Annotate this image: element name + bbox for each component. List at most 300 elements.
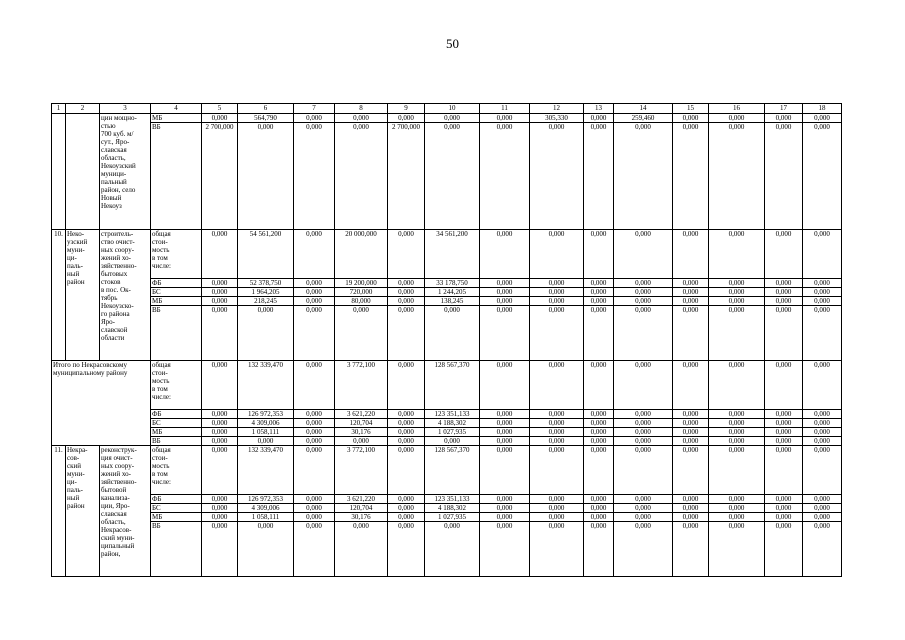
value-cell: 0,000 bbox=[803, 279, 842, 288]
value-cell: 3 621,220 bbox=[335, 410, 388, 419]
municipality-line: ский bbox=[67, 462, 81, 470]
value-cell: 1 244,205 bbox=[425, 288, 480, 297]
value-cell: 0,000 bbox=[202, 361, 238, 410]
value-cell: 0,000 bbox=[480, 123, 530, 230]
value-cell: 0,000 bbox=[614, 230, 673, 279]
value-cell: 0,000 bbox=[388, 288, 425, 297]
value-cell: 0,000 bbox=[294, 230, 335, 279]
value-cell: 0,000 bbox=[614, 428, 673, 437]
funding-source-line: числе: bbox=[152, 262, 171, 270]
description-line: Некоузский bbox=[101, 162, 136, 170]
value-cell: 4 188,302 bbox=[425, 419, 480, 428]
description-line: ципальный bbox=[101, 542, 135, 550]
municipality-line: узский bbox=[67, 238, 88, 246]
funding-source: ФБ bbox=[151, 495, 202, 504]
value-cell: 0,000 bbox=[803, 306, 842, 361]
funding-source: БС bbox=[151, 504, 202, 513]
value-cell: 0,000 bbox=[765, 446, 803, 495]
value-cell: 0,000 bbox=[480, 361, 530, 410]
value-cell: 0,000 bbox=[530, 288, 584, 297]
description-line: 700 куб. м/ bbox=[101, 130, 134, 138]
row-number bbox=[52, 114, 66, 230]
column-number: 4 bbox=[151, 104, 202, 114]
value-cell: 0,000 bbox=[673, 288, 709, 297]
value-cell: 0,000 bbox=[765, 306, 803, 361]
value-cell: 0,000 bbox=[765, 297, 803, 306]
value-cell: 0,000 bbox=[335, 522, 388, 577]
funding-source: ФБ bbox=[151, 410, 202, 419]
value-cell: 0,000 bbox=[388, 437, 425, 446]
value-cell: 0,000 bbox=[803, 361, 842, 410]
column-number: 15 bbox=[673, 104, 709, 114]
section-title-line: Итого по Некрасовскому bbox=[53, 361, 127, 369]
value-cell: 123 351,133 bbox=[425, 495, 480, 504]
value-cell: 0,000 bbox=[388, 513, 425, 522]
value-cell: 0,000 bbox=[388, 114, 425, 123]
municipality-line: паль- bbox=[67, 486, 83, 494]
municipality-line: муни- bbox=[67, 470, 85, 478]
value-cell: 0,000 bbox=[803, 230, 842, 279]
value-cell: 0,000 bbox=[530, 361, 584, 410]
table-row bbox=[52, 495, 842, 504]
value-cell: 0,000 bbox=[614, 504, 673, 513]
description-line: славская bbox=[101, 510, 127, 518]
value-cell: 0,000 bbox=[335, 114, 388, 123]
value-cell: 1 964,205 bbox=[238, 288, 294, 297]
description-line: Некоузско- bbox=[101, 302, 134, 310]
description-line: ция очист- bbox=[101, 454, 133, 462]
table-row bbox=[52, 288, 842, 297]
municipality-line: Неко- bbox=[67, 230, 85, 238]
value-cell: 0,000 bbox=[614, 437, 673, 446]
value-cell: 0,000 bbox=[614, 279, 673, 288]
municipality-name bbox=[66, 114, 100, 230]
description-line: область, bbox=[101, 518, 126, 526]
table-row bbox=[52, 114, 842, 123]
description-line: бытовых bbox=[101, 270, 128, 278]
value-cell: 0,000 bbox=[294, 419, 335, 428]
value-cell: 0,000 bbox=[584, 522, 614, 577]
value-cell: 0,000 bbox=[765, 114, 803, 123]
funding-source-line: общая bbox=[152, 230, 171, 238]
value-cell: 0,000 bbox=[388, 428, 425, 437]
column-number: 11 bbox=[480, 104, 530, 114]
value-cell: 0,000 bbox=[425, 437, 480, 446]
table-row bbox=[52, 297, 842, 306]
value-cell: 0,000 bbox=[673, 495, 709, 504]
table-row bbox=[52, 279, 842, 288]
funding-source-line: в том bbox=[152, 254, 168, 262]
funding-source: ВБ bbox=[151, 437, 202, 446]
value-cell: 0,000 bbox=[202, 495, 238, 504]
funding-source-total bbox=[151, 230, 202, 279]
value-cell: 1 058,111 bbox=[238, 428, 294, 437]
value-cell: 20 000,000 bbox=[335, 230, 388, 279]
value-cell: 0,000 bbox=[614, 522, 673, 577]
description-line: славской bbox=[101, 326, 128, 334]
funding-source: МБ bbox=[151, 513, 202, 522]
value-cell: 0,000 bbox=[294, 306, 335, 361]
value-cell: 0,000 bbox=[425, 306, 480, 361]
value-cell: 0,000 bbox=[803, 522, 842, 577]
value-cell: 0,000 bbox=[202, 428, 238, 437]
value-cell: 0,000 bbox=[614, 306, 673, 361]
value-cell: 0,000 bbox=[530, 495, 584, 504]
value-cell: 0,000 bbox=[530, 306, 584, 361]
column-number: 14 bbox=[614, 104, 673, 114]
description-line: стоков bbox=[101, 278, 121, 286]
municipality-line: ци- bbox=[67, 254, 77, 262]
value-cell: 0,000 bbox=[202, 306, 238, 361]
value-cell: 128 567,370 bbox=[425, 361, 480, 410]
description-line: реконструк- bbox=[101, 446, 137, 454]
value-cell: 0,000 bbox=[294, 123, 335, 230]
value-cell: 0,000 bbox=[584, 123, 614, 230]
value-cell: 4 188,302 bbox=[425, 504, 480, 513]
value-cell: 0,000 bbox=[584, 288, 614, 297]
description-line: район, село bbox=[101, 186, 136, 194]
column-number: 2 bbox=[66, 104, 100, 114]
funding-source: ВБ bbox=[151, 522, 202, 577]
table-row bbox=[52, 504, 842, 513]
value-cell: 0,000 bbox=[530, 446, 584, 495]
description-line: ский муни- bbox=[101, 534, 135, 542]
table-row bbox=[52, 419, 842, 428]
description-line: Некоуз bbox=[101, 202, 122, 210]
value-cell: 132 339,470 bbox=[238, 361, 294, 410]
value-cell: 0,000 bbox=[673, 410, 709, 419]
value-cell: 0,000 bbox=[803, 297, 842, 306]
funding-source: ВБ bbox=[151, 123, 202, 230]
column-number: 6 bbox=[238, 104, 294, 114]
value-cell: 0,000 bbox=[803, 504, 842, 513]
value-cell: 0,000 bbox=[803, 437, 842, 446]
value-cell: 0,000 bbox=[765, 410, 803, 419]
value-cell: 0,000 bbox=[480, 114, 530, 123]
value-cell: 0,000 bbox=[480, 428, 530, 437]
funding-source: БС bbox=[151, 288, 202, 297]
page-number: 50 bbox=[446, 36, 459, 51]
description-line: Новый bbox=[101, 194, 122, 202]
value-cell: 0,000 bbox=[709, 446, 765, 495]
municipality-line: район bbox=[67, 502, 85, 510]
funding-source: МБ bbox=[151, 428, 202, 437]
value-cell: 0,000 bbox=[202, 230, 238, 279]
value-cell: 0,000 bbox=[709, 306, 765, 361]
funding-source-line: стои- bbox=[152, 238, 168, 246]
table-row bbox=[52, 123, 842, 230]
funding-source: МБ bbox=[151, 297, 202, 306]
value-cell: 0,000 bbox=[388, 230, 425, 279]
object-description bbox=[100, 114, 151, 230]
value-cell: 0,000 bbox=[530, 513, 584, 522]
value-cell: 30,176 bbox=[335, 513, 388, 522]
column-number: 5 bbox=[202, 104, 238, 114]
description-line: ции, Яро- bbox=[101, 502, 130, 510]
value-cell: 0,000 bbox=[765, 230, 803, 279]
value-cell: 259,460 bbox=[614, 114, 673, 123]
column-number: 3 bbox=[100, 104, 151, 114]
value-cell: 0,000 bbox=[803, 410, 842, 419]
value-cell: 0,000 bbox=[803, 114, 842, 123]
value-cell: 0,000 bbox=[709, 522, 765, 577]
value-cell: 0,000 bbox=[673, 446, 709, 495]
value-cell: 0,000 bbox=[202, 419, 238, 428]
value-cell: 0,000 bbox=[709, 123, 765, 230]
value-cell: 2 700,000 bbox=[388, 123, 425, 230]
value-cell: 0,000 bbox=[709, 419, 765, 428]
description-line: области bbox=[101, 334, 125, 342]
municipality-name bbox=[66, 230, 100, 361]
description-line: го района bbox=[101, 310, 130, 318]
funding-source-line: числе: bbox=[152, 393, 171, 401]
value-cell: 0,000 bbox=[673, 306, 709, 361]
value-cell: 0,000 bbox=[480, 504, 530, 513]
value-cell: 0,000 bbox=[803, 495, 842, 504]
value-cell: 0,000 bbox=[388, 410, 425, 419]
value-cell: 0,000 bbox=[709, 230, 765, 279]
value-cell: 218,245 bbox=[238, 297, 294, 306]
value-cell: 0,000 bbox=[388, 361, 425, 410]
value-cell: 0,000 bbox=[425, 114, 480, 123]
value-cell: 0,000 bbox=[803, 446, 842, 495]
value-cell: 3 772,100 bbox=[335, 446, 388, 495]
header-row bbox=[52, 104, 842, 114]
value-cell: 0,000 bbox=[614, 361, 673, 410]
value-cell: 0,000 bbox=[584, 297, 614, 306]
value-cell: 0,000 bbox=[673, 123, 709, 230]
value-cell: 0,000 bbox=[614, 419, 673, 428]
value-cell: 305,330 bbox=[530, 114, 584, 123]
column-number: 1 bbox=[52, 104, 66, 114]
description-line: зяйственно- bbox=[101, 478, 137, 486]
object-description bbox=[100, 230, 151, 361]
value-cell: 0,000 bbox=[765, 419, 803, 428]
table-body bbox=[52, 104, 842, 577]
funding-source-line: в том bbox=[152, 470, 168, 478]
value-cell: 0,000 bbox=[294, 288, 335, 297]
funding-source-line: общая bbox=[152, 446, 171, 454]
value-cell: 0,000 bbox=[673, 419, 709, 428]
value-cell: 0,000 bbox=[709, 410, 765, 419]
value-cell: 0,000 bbox=[202, 410, 238, 419]
value-cell: 132 339,470 bbox=[238, 446, 294, 495]
value-cell: 0,000 bbox=[388, 446, 425, 495]
funding-source-total bbox=[151, 446, 202, 495]
value-cell: 0,000 bbox=[765, 522, 803, 577]
description-line: зяйственно- bbox=[101, 262, 137, 270]
table-row bbox=[52, 410, 842, 419]
value-cell: 0,000 bbox=[614, 410, 673, 419]
column-number: 13 bbox=[584, 104, 614, 114]
column-number: 16 bbox=[709, 104, 765, 114]
value-cell: 0,000 bbox=[765, 504, 803, 513]
value-cell: 0,000 bbox=[803, 513, 842, 522]
value-cell: 52 378,750 bbox=[238, 279, 294, 288]
value-cell: 0,000 bbox=[202, 279, 238, 288]
value-cell: 19 200,000 bbox=[335, 279, 388, 288]
column-number: 8 bbox=[335, 104, 388, 114]
value-cell: 0,000 bbox=[765, 428, 803, 437]
row-number: 10. bbox=[52, 230, 66, 361]
value-cell: 0,000 bbox=[530, 123, 584, 230]
value-cell: 0,000 bbox=[294, 279, 335, 288]
value-cell: 0,000 bbox=[530, 279, 584, 288]
funding-source: ВБ bbox=[151, 306, 202, 361]
value-cell: 0,000 bbox=[530, 504, 584, 513]
value-cell: 0,000 bbox=[202, 297, 238, 306]
value-cell: 0,000 bbox=[480, 306, 530, 361]
value-cell: 0,000 bbox=[388, 419, 425, 428]
value-cell: 33 178,750 bbox=[425, 279, 480, 288]
value-cell: 0,000 bbox=[673, 513, 709, 522]
municipality-line: паль- bbox=[67, 262, 83, 270]
value-cell: 0,000 bbox=[294, 297, 335, 306]
description-line: пальный bbox=[101, 178, 127, 186]
value-cell: 138,245 bbox=[425, 297, 480, 306]
value-cell: 0,000 bbox=[614, 297, 673, 306]
value-cell: 0,000 bbox=[530, 230, 584, 279]
value-cell: 80,000 bbox=[335, 297, 388, 306]
table-row bbox=[52, 428, 842, 437]
value-cell: 0,000 bbox=[614, 446, 673, 495]
value-cell: 0,000 bbox=[294, 361, 335, 410]
description-line: цин мощно- bbox=[101, 114, 137, 122]
description-line: ных соору- bbox=[101, 462, 135, 470]
value-cell: 0,000 bbox=[673, 230, 709, 279]
row-number: 11. bbox=[52, 446, 66, 577]
value-cell: 0,000 bbox=[709, 437, 765, 446]
value-cell: 0,000 bbox=[335, 123, 388, 230]
funding-source-total bbox=[151, 361, 202, 410]
value-cell: 54 561,200 bbox=[238, 230, 294, 279]
description-line: жений хо- bbox=[101, 470, 131, 478]
value-cell: 0,000 bbox=[709, 114, 765, 123]
value-cell: 0,000 bbox=[614, 495, 673, 504]
value-cell: 1 027,935 bbox=[425, 513, 480, 522]
value-cell: 0,000 bbox=[530, 297, 584, 306]
funding-source: МБ bbox=[151, 114, 202, 123]
value-cell: 0,000 bbox=[480, 288, 530, 297]
value-cell: 0,000 bbox=[202, 288, 238, 297]
value-cell: 0,000 bbox=[480, 419, 530, 428]
value-cell: 0,000 bbox=[673, 428, 709, 437]
value-cell: 0,000 bbox=[765, 361, 803, 410]
value-cell: 0,000 bbox=[480, 230, 530, 279]
value-cell: 0,000 bbox=[584, 419, 614, 428]
value-cell: 0,000 bbox=[709, 428, 765, 437]
description-line: бытовой bbox=[101, 486, 127, 494]
value-cell: 0,000 bbox=[709, 288, 765, 297]
value-cell: 0,000 bbox=[765, 123, 803, 230]
value-cell: 564,790 bbox=[238, 114, 294, 123]
value-cell: 0,000 bbox=[530, 522, 584, 577]
value-cell: 120,704 bbox=[335, 419, 388, 428]
description-line: район, bbox=[101, 550, 121, 558]
description-line: область, bbox=[101, 154, 126, 162]
funding-source-line: стои- bbox=[152, 454, 168, 462]
funding-source: БС bbox=[151, 419, 202, 428]
value-cell: 0,000 bbox=[294, 522, 335, 577]
value-cell: 0,000 bbox=[584, 495, 614, 504]
value-cell: 0,000 bbox=[765, 495, 803, 504]
description-line: ство очист- bbox=[101, 238, 135, 246]
value-cell: 0,000 bbox=[765, 437, 803, 446]
value-cell: 0,000 bbox=[584, 306, 614, 361]
value-cell: 3 621,220 bbox=[335, 495, 388, 504]
description-line: муници- bbox=[101, 170, 127, 178]
funding-source-line: мость bbox=[152, 246, 170, 254]
value-cell: 0,000 bbox=[673, 504, 709, 513]
funding-source-line: мость bbox=[152, 462, 170, 470]
value-cell: 0,000 bbox=[294, 504, 335, 513]
value-cell: 0,000 bbox=[765, 288, 803, 297]
value-cell: 0,000 bbox=[294, 114, 335, 123]
object-description bbox=[100, 446, 151, 577]
description-line: в пос. Ок- bbox=[101, 286, 131, 294]
description-line: жений хо- bbox=[101, 254, 131, 262]
table-row bbox=[52, 513, 842, 522]
value-cell: 0,000 bbox=[425, 522, 480, 577]
value-cell: 0,000 bbox=[388, 504, 425, 513]
funding-source-line: стои- bbox=[152, 369, 168, 377]
value-cell: 0,000 bbox=[335, 437, 388, 446]
value-cell: 0,000 bbox=[202, 522, 238, 577]
municipality-line: муни- bbox=[67, 246, 85, 254]
description-line: Некрасов- bbox=[101, 526, 132, 534]
value-cell: 0,000 bbox=[480, 446, 530, 495]
table-row bbox=[52, 522, 842, 577]
value-cell: 0,000 bbox=[673, 297, 709, 306]
value-cell: 0,000 bbox=[530, 437, 584, 446]
description-line: славская bbox=[101, 146, 127, 154]
value-cell: 0,000 bbox=[530, 419, 584, 428]
value-cell: 0,000 bbox=[388, 522, 425, 577]
value-cell: 0,000 bbox=[614, 513, 673, 522]
value-cell: 0,000 bbox=[238, 437, 294, 446]
value-cell: 0,000 bbox=[673, 437, 709, 446]
funding-source-line: числе: bbox=[152, 478, 171, 486]
column-number: 10 bbox=[425, 104, 480, 114]
value-cell: 0,000 bbox=[709, 361, 765, 410]
value-cell: 0,000 bbox=[530, 428, 584, 437]
value-cell: 0,000 bbox=[238, 306, 294, 361]
value-cell: 0,000 bbox=[584, 279, 614, 288]
value-cell: 0,000 bbox=[584, 504, 614, 513]
value-cell: 0,000 bbox=[294, 410, 335, 419]
value-cell: 0,000 bbox=[673, 114, 709, 123]
value-cell: 0,000 bbox=[480, 279, 530, 288]
value-cell: 0,000 bbox=[388, 279, 425, 288]
value-cell: 0,000 bbox=[765, 279, 803, 288]
column-number: 9 bbox=[388, 104, 425, 114]
value-cell: 0,000 bbox=[202, 114, 238, 123]
value-cell: 120,704 bbox=[335, 504, 388, 513]
value-cell: 0,000 bbox=[238, 522, 294, 577]
value-cell: 0,000 bbox=[803, 288, 842, 297]
value-cell: 0,000 bbox=[709, 495, 765, 504]
value-cell: 126 972,353 bbox=[238, 495, 294, 504]
value-cell: 2 700,000 bbox=[202, 123, 238, 230]
description-line: ных соору- bbox=[101, 246, 135, 254]
value-cell: 30,176 bbox=[335, 428, 388, 437]
value-cell: 0,000 bbox=[530, 410, 584, 419]
value-cell: 0,000 bbox=[480, 437, 530, 446]
value-cell: 0,000 bbox=[584, 437, 614, 446]
value-cell: 720,000 bbox=[335, 288, 388, 297]
value-cell: 0,000 bbox=[480, 495, 530, 504]
value-cell: 0,000 bbox=[584, 230, 614, 279]
